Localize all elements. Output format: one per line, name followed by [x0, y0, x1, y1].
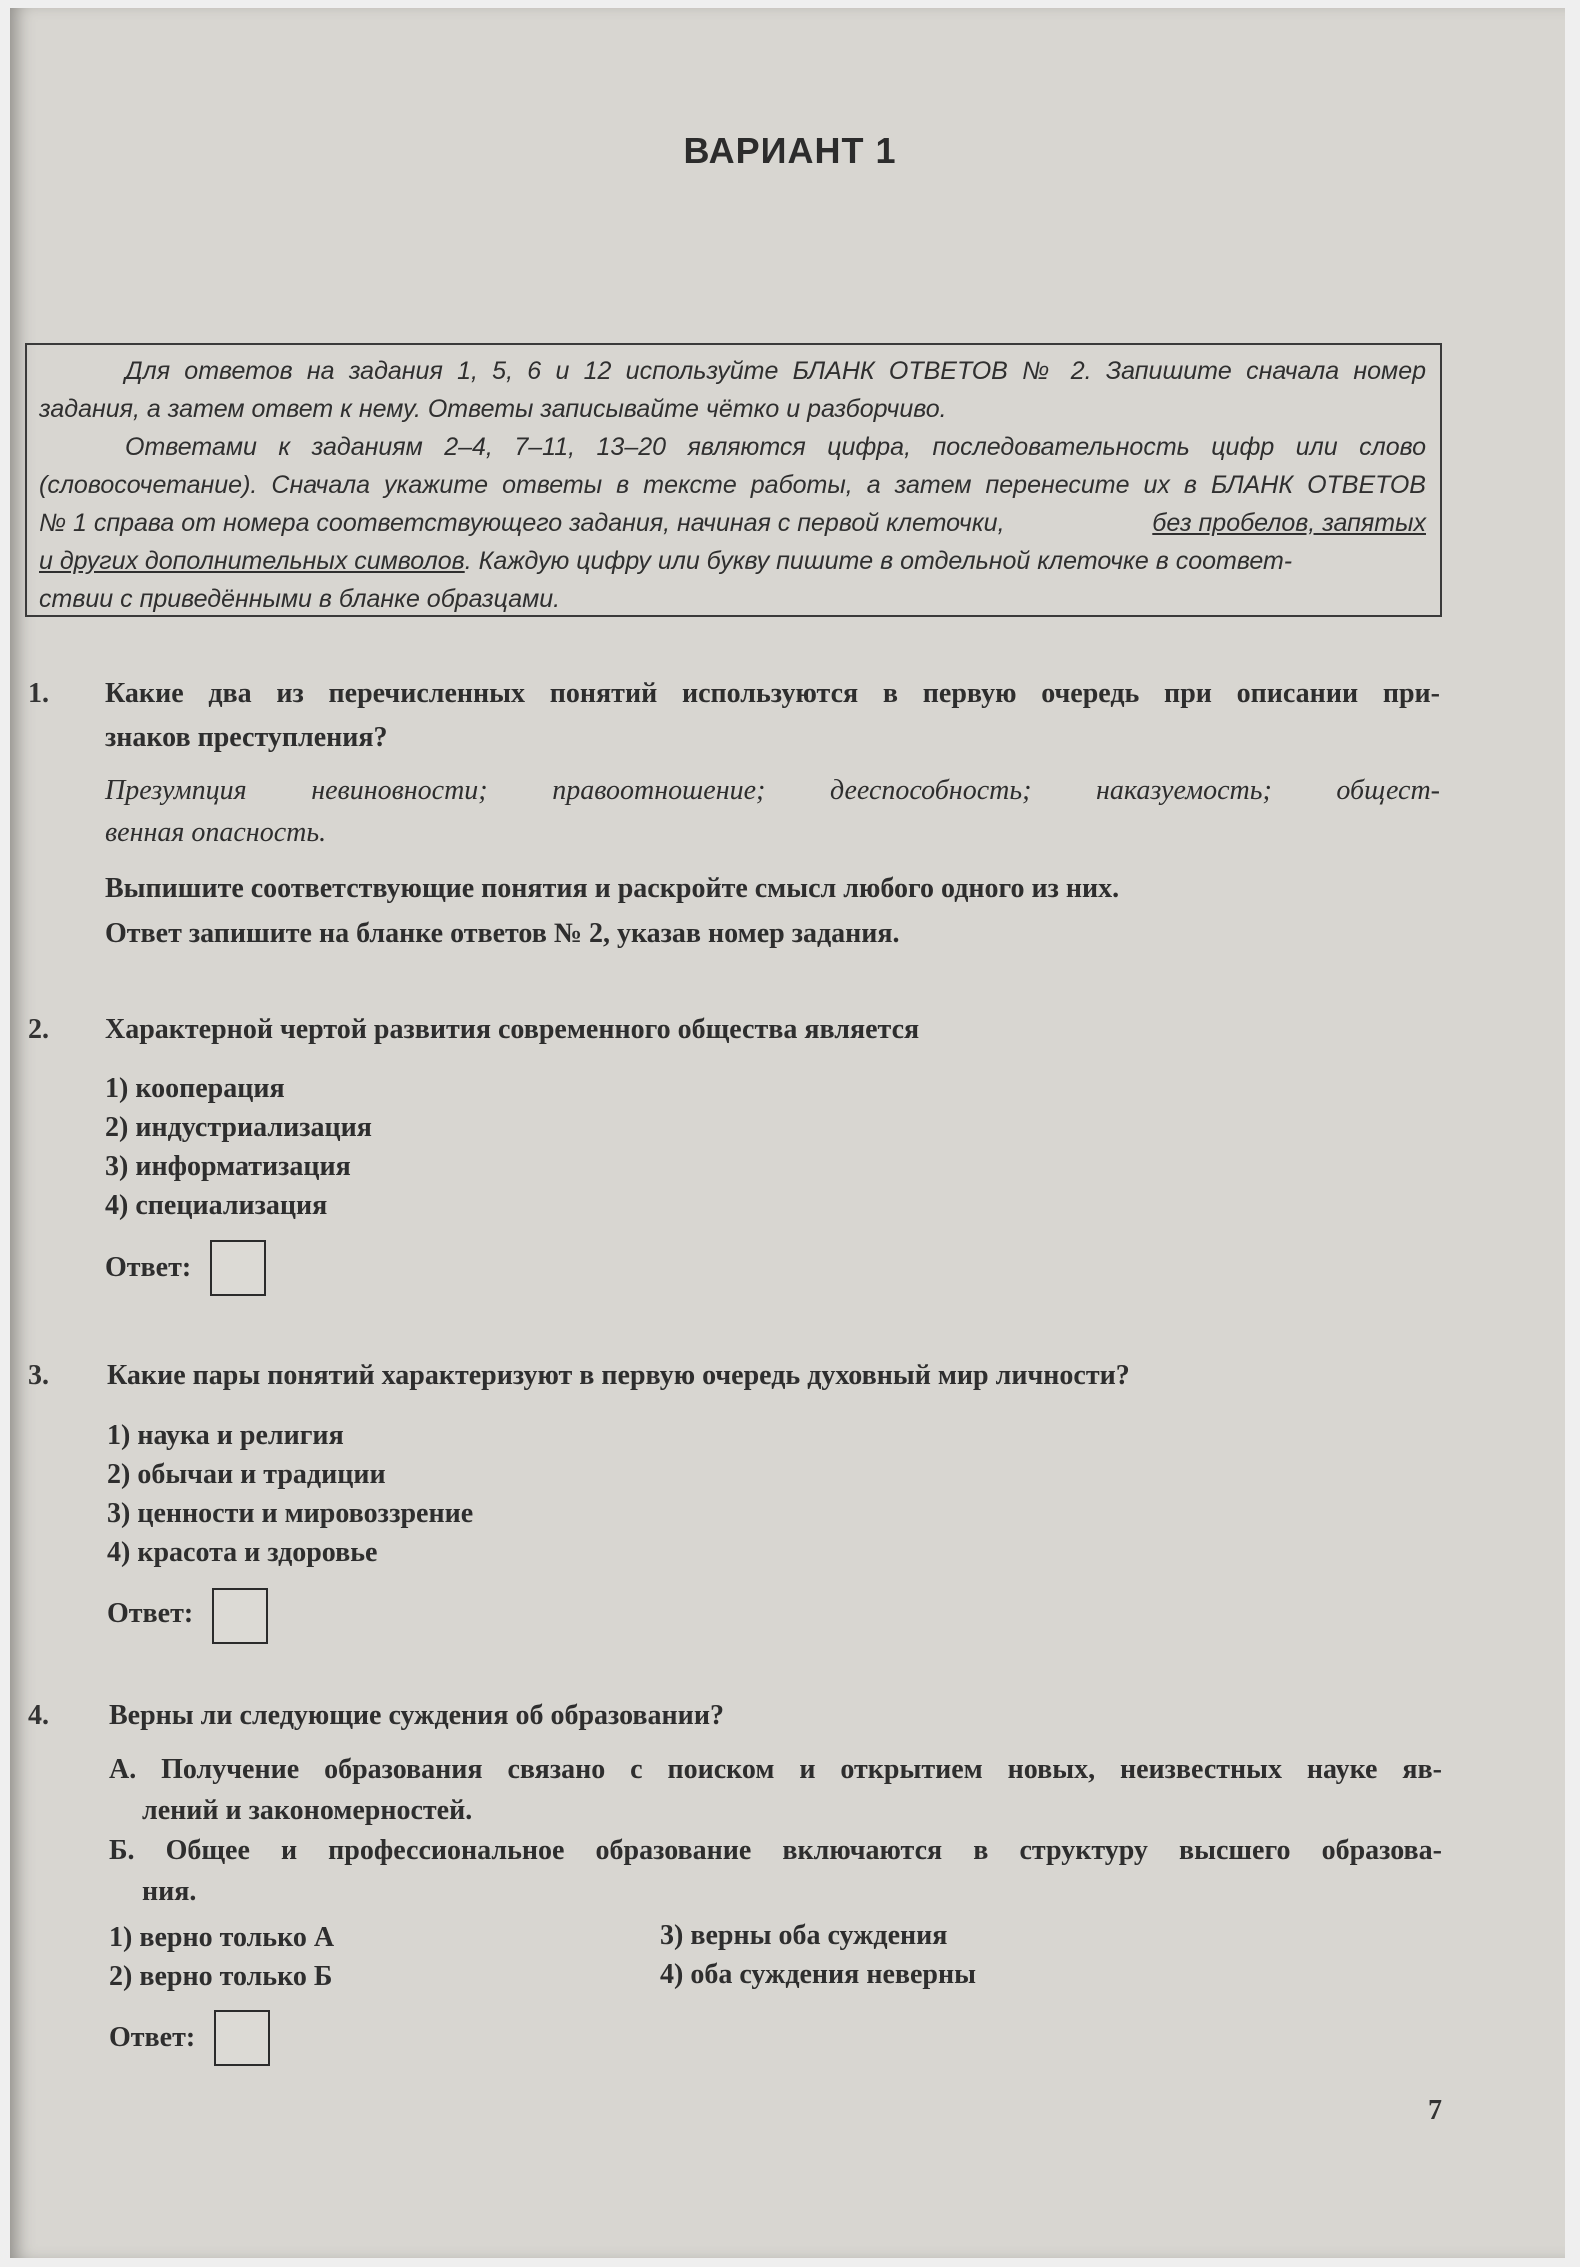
question-terms: венная опасность. — [105, 817, 327, 848]
answer-option: 4) оба суждения неверны — [660, 1959, 976, 1990]
answer-option: 1) наука и религия — [107, 1420, 344, 1451]
underlined-text: и других дополнительных символов — [39, 547, 465, 575]
answer-option: 2) обычаи и традиции — [107, 1459, 386, 1490]
instruction-line: Для ответов на задания 1, 5, 6 и 12 используйте БЛАНК ОТВЕТОВ № 2. Запишите сначала номер — [125, 357, 1426, 385]
question-task: Ответ запишите на бланке ответов № 2, указав номер задания. — [105, 918, 900, 949]
answer-option: 3) верны оба суждения — [660, 1920, 948, 1951]
question-task: Выпишите соответствующие понятия и раскройте смысл любого одного из них. — [105, 873, 1120, 904]
instruction-line — [39, 509, 1426, 538]
page-title: ВАРИАНТ 1 — [683, 130, 897, 171]
answer-option: 4) специализация — [105, 1190, 328, 1221]
instruction-line: задания, а затем ответ к нему. Ответы записывайте чётко и разборчиво. — [39, 395, 947, 423]
answer-label: Ответ: — [109, 2022, 196, 2053]
answer-option: 4) красота и здоровье — [107, 1537, 378, 1568]
answer-option: 1) кооперация — [105, 1073, 285, 1104]
answer-box[interactable] — [212, 1588, 268, 1644]
statement-a: лений и закономерностей. — [142, 1795, 473, 1826]
statement-b: Б. Общее и профессиональное образование включаются в структуру высшего образова- — [109, 1835, 1442, 1866]
answer-option: 3) ценности и мировоззрение — [107, 1498, 474, 1529]
answer-option: 2) верно только Б — [109, 1961, 333, 1992]
question-text: Характерной чертой развития современного общества является — [105, 1014, 920, 1045]
question-number: 1. — [28, 678, 49, 709]
answer-label: Ответ: — [105, 1252, 192, 1283]
question-text: Какие два из перечисленных понятий используются в первую очередь при описании при- — [105, 678, 1440, 709]
underlined-text: без пробелов, запятых — [1152, 509, 1426, 537]
question-number: 2. — [28, 1014, 49, 1045]
question-number: 4. — [28, 1700, 49, 1731]
question-text: знаков преступления? — [105, 722, 388, 753]
answer-box[interactable] — [210, 1240, 266, 1296]
answer-option: 2) индустриализация — [105, 1112, 372, 1143]
question-terms: Презумпция невиновности; правоотношение; дееспособность; наказуемость; общест- — [105, 775, 1440, 806]
question-text: Какие пары понятий характеризуют в первую очередь духовный мир личности? — [107, 1360, 1130, 1391]
instruction-text: . Каждую цифру или букву пишите в отдельной клеточке в соответ- — [464, 547, 1293, 575]
answer-option: 3) информатизация — [105, 1151, 351, 1182]
answer-label: Ответ: — [107, 1598, 194, 1629]
page-number: 7 — [1428, 2095, 1442, 2126]
instruction-line: ствии с приведёнными в бланке образцами. — [39, 585, 561, 613]
instruction-line — [39, 547, 1426, 576]
question-text: Верны ли следующие суждения об образовании? — [109, 1700, 724, 1731]
question-number: 3. — [28, 1360, 49, 1391]
answer-box[interactable] — [214, 2010, 270, 2066]
instruction-line: Ответами к заданиям 2–4, 7–11, 13–20 являются цифра, последовательность цифр или слово — [125, 433, 1426, 461]
statement-b: ния. — [142, 1876, 197, 1907]
instruction-text: № 1 справа от номера соответствующего задания, начиная с первой клеточки, — [39, 509, 1005, 537]
instruction-line: (словосочетание). Сначала укажите ответы в тексте работы, а затем перенесите их в БЛАНК ОТВЕТОВ — [39, 471, 1426, 499]
answer-option: 1) верно только А — [109, 1922, 335, 1953]
statement-a: А. Получение образования связано с поиском и открытием новых, неизвестных науке яв- — [109, 1754, 1442, 1785]
instructions-box — [25, 343, 1442, 617]
